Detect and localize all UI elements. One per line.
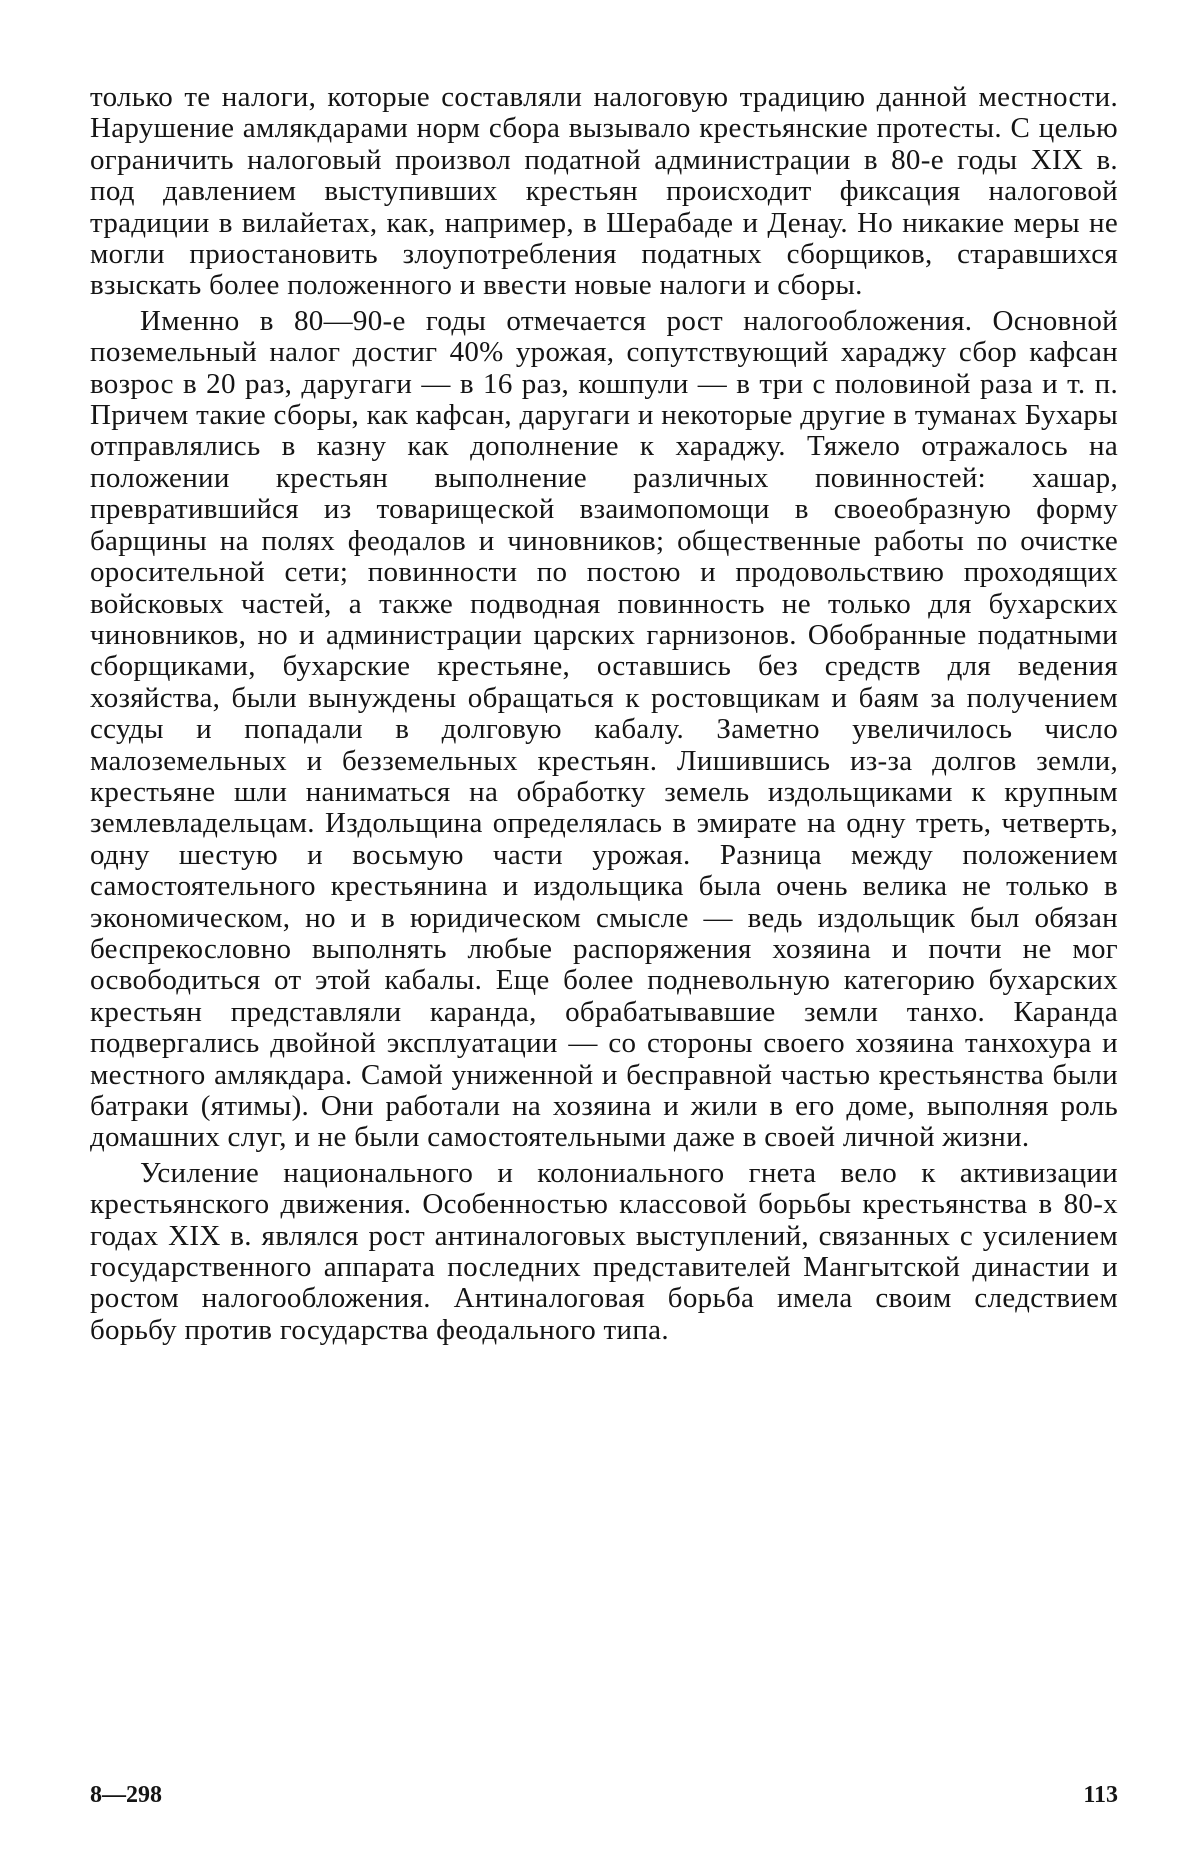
body-text: [90, 82, 1118, 1346]
page-footer: [90, 1782, 1118, 1816]
paragraph-2: Именно в 80—90-е годы отмечается рост налогообложения. Основной поземельный налог достиг 40% урожая, сопутствующий хараджу сбор кафсан возрос в 20 раз, даругаги — в 16 раз, кошпули — в три с половиной раза и т. п. Причем такие сборы, как кафсан, даругаги и некоторые другие в туманах Бухары отправлялись в казну как дополнение к хараджу. Тяжело отражалось на положении крестьян выполнение различных повинностей: хашар, превратившийся из товарищеской взаимопомощи в своеобразную форму барщины на полях феодалов и чиновников; общественные работы по очистке оросительной сети; повинности по постою и продовольствию проходящих войсковых частей, а также подводная повинность не только для бухарских чиновников, но и администрации царских гарнизонов. Обобранные податными сборщиками, бухарские крестьяне, оставшись без средств для ведения хозяйства, были вынуждены обращаться к ростовщикам и баям за получением ссуды и попадали в долговую кабалу. Заметно увеличилось число малоземельных и безземельных крестьян. Лишившись из-за долгов земли, крестьяне шли наниматься на обработку земель издольщиками к крупным землевладельцам. Издольщина определялась в эмирате на одну треть, четверть, одну шестую и восьмую части урожая. Разница между положением самостоятельного крестьянина и издольщика была очень велика не только в экономическом, но и в юридическом смысле — ведь издольщик был обязан беспрекословно выполнять любые распоряжения хозяина и почти не мог освободиться от этой кабалы. Еще более подневольную категорию бухарских крестьян представляли каранда, обрабатывавшие земли танхо. Каранда подвергались двойной эксплуатации — со стороны своего хозяина танхохура и местного амлякдара. Самой униженной и бесправной частью крестьянства были батраки (ятимы). Они работали на хозяина и жили в его доме, выполняя роль домашних слуг, и не были самостоятельными даже в своей личной жизни.: [90, 304, 1119, 1154]
page-number: 113: [1083, 1782, 1118, 1808]
paragraph-1: только те налоги, которые составляли налоговую традицию данной местности. Нарушение амлякдарами норм сбора вызывало крестьянские протесты. С целью ограничить налоговый произвол податной администрации в 80-е годы XIX в. под давлением выступивших крестьян происходит фиксация налоговой традиции в вилайетах, как, например, в Шерабаде и Денау. Но никакие меры не могли приостановить злоупотребления податных сборщиков, старавшихся взыскать более положенного и ввести новые налоги и сборы.: [90, 81, 1118, 302]
paragraph-3: Усиление национального и колониального гнета вело к активизации крестьянского движения. Особенностью классовой борьбы крестьянства в 80-х годах XIX в. являлся рост антиналоговых выступлений, связанных с усилением государственного аппарата последних представителей Мангытской династии и ростом налогообложения. Антиналоговая борьба имела своим следствием борьбу против государства феодального типа.: [90, 1156, 1118, 1346]
printer-signature: 8—298: [90, 1782, 162, 1808]
